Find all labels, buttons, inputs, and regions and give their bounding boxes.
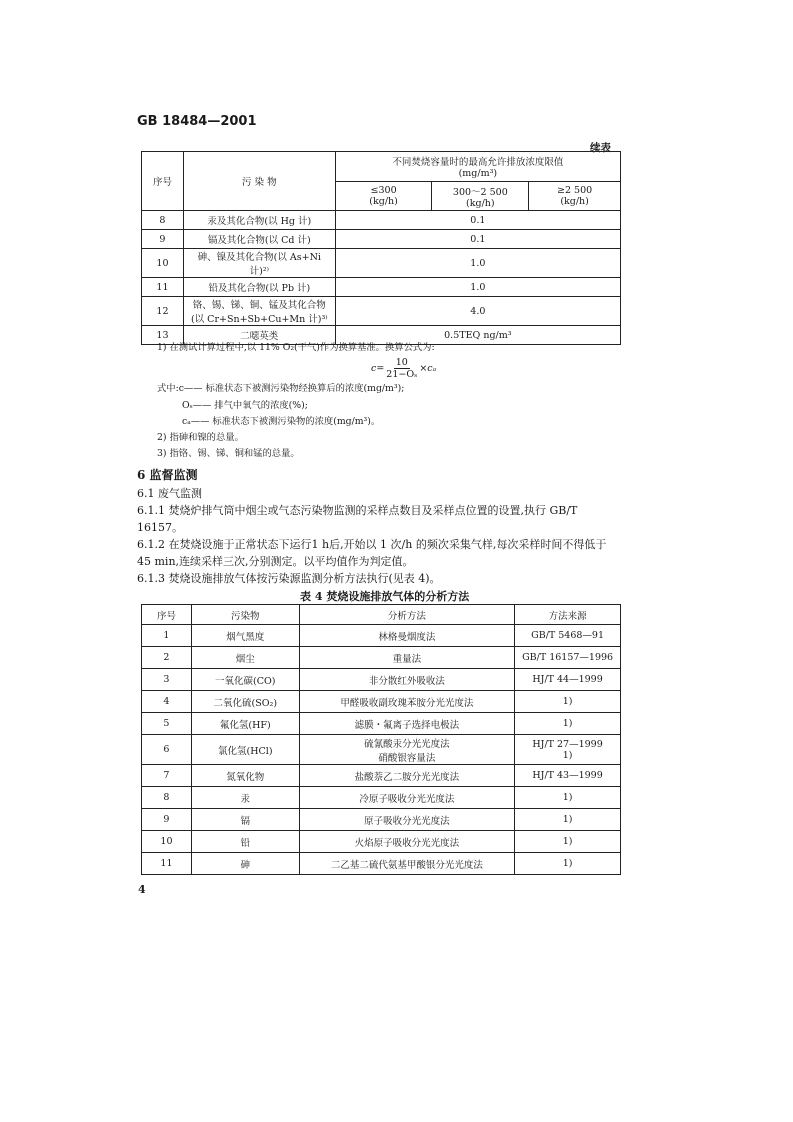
table-4-caption: 表 4 焚烧设施排放气体的分析方法	[300, 590, 470, 603]
header-capacity-1: ≤300 (kg/h)	[335, 182, 432, 211]
header-capacity-2: 300～2 500 (kg/h)	[432, 182, 529, 211]
header-limit-title: 不同焚烧容量时的最高允许排放浓度限值	[392, 157, 564, 168]
standard-number: GB 18484—2001	[137, 114, 257, 129]
table-header-row: 序号 污染物 分析方法 方法来源	[142, 605, 621, 625]
note-3: 3) 指铬、锡、锑、铜和锰的总量。	[157, 448, 300, 459]
table-row: 13 二噁英类 0.5TEQ ng/m³	[142, 326, 621, 345]
table-row: 9 镉 原子吸收分光光度法 1)	[142, 809, 621, 831]
table-row: 11 砷 二乙基二硫代氨基甲酸银分光光度法 1)	[142, 853, 621, 875]
section-6-title: 6 监督监测	[137, 468, 198, 482]
section-6-1-2-line1: 6.1.2 在焚烧设施于正常状态下运行1 h后,开始以 1 次/h 的频次采集气样,每次采样时间不得低于	[137, 538, 607, 551]
table-row: 3 一氧化碳(CO) 非分散红外吸收法 HJ/T 44—1999	[142, 669, 621, 691]
header-pollutant: 污 染 物	[183, 152, 335, 211]
header-limit-group	[335, 152, 620, 182]
analysis-methods-table	[141, 604, 621, 875]
header-no: 序号	[142, 152, 184, 211]
section-6-1-1-line2: 16157。	[137, 521, 183, 534]
continued-label: 续表	[590, 142, 611, 154]
table-row: 10 砷、镍及其化合物(以 As+Ni 计)²⁾ 1.0	[142, 249, 621, 278]
table-row: 8 汞 冷原子吸收分光光度法 1)	[142, 787, 621, 809]
table-row: 10 铅 火焰原子吸收分光光度法 1)	[142, 831, 621, 853]
table-row: 7 氮氧化物 盐酸萘乙二胺分光光度法 HJ/T 43—1999	[142, 765, 621, 787]
section-6-1-1-line1: 6.1.1 焚烧炉排气筒中烟尘或气态污染物监测的采样点数目及采样点位置的设置,执行 GB/T	[137, 504, 578, 517]
table-row: 1 烟气黑度 林格曼烟度法 GB/T 5468—91	[142, 625, 621, 647]
page-number: 4	[138, 883, 146, 896]
note-1: 1) 在测试计算过程中,以 11% O₂(干气)作为换算基准。换算公式为:	[157, 342, 435, 353]
table-row: 12 铬、锡、锑、铜、锰及其化合物 (以 Cr+Sn+Sb+Cu+Mn 计)³⁾ 4.0	[142, 297, 621, 326]
note-where: 式中:c—— 标准状态下被测污染物经换算后的浓度(mg/m³);	[157, 383, 405, 394]
table-row: 8 汞及其化合物(以 Hg 计) 0.1	[142, 211, 621, 230]
note-os: Oₛ—— 排气中氧气的浓度(%);	[182, 400, 308, 411]
table-row: 2 烟尘 重量法 GB/T 16157—1996	[142, 647, 621, 669]
section-6-1-2-line2: 45 min,连续采样三次,分别测定。以平均值作为判定值。	[137, 555, 414, 568]
header-capacity-3: ≥2 500 (kg/h)	[529, 182, 621, 211]
table-row: 11 铅及其化合物(以 Pb 计) 1.0	[142, 278, 621, 297]
emission-limits-table	[141, 151, 621, 345]
table-row: 6 氯化氢(HCl) 硫氰酸汞分光光度法 硝酸银容量法 HJ/T 27—1999 1)	[142, 735, 621, 765]
table-row: 9 镉及其化合物(以 Cd 计) 0.1	[142, 230, 621, 249]
header-limit-unit: (mg/m³)	[458, 168, 498, 179]
section-6-1-3: 6.1.3 焚烧设施排放气体按污染源监测分析方法执行(见表 4)。	[137, 572, 441, 585]
note-2: 2) 指砷和镍的总量。	[157, 432, 244, 443]
table-row: 4 二氧化硫(SO₂) 甲醛吸收副玫瑰苯胺分光光度法 1)	[142, 691, 621, 713]
note-ca: cₐ—— 标准状态下被测污染物的浓度(mg/m³)。	[182, 416, 381, 427]
section-6-1: 6.1 废气监测	[137, 487, 202, 500]
table-row: 5 氟化氢(HF) 滤膜・氟离子选择电极法 1)	[142, 713, 621, 735]
conversion-formula: c= $\frac{10}{\text{21−Oₛ}}$ ×cₐ	[371, 357, 437, 380]
